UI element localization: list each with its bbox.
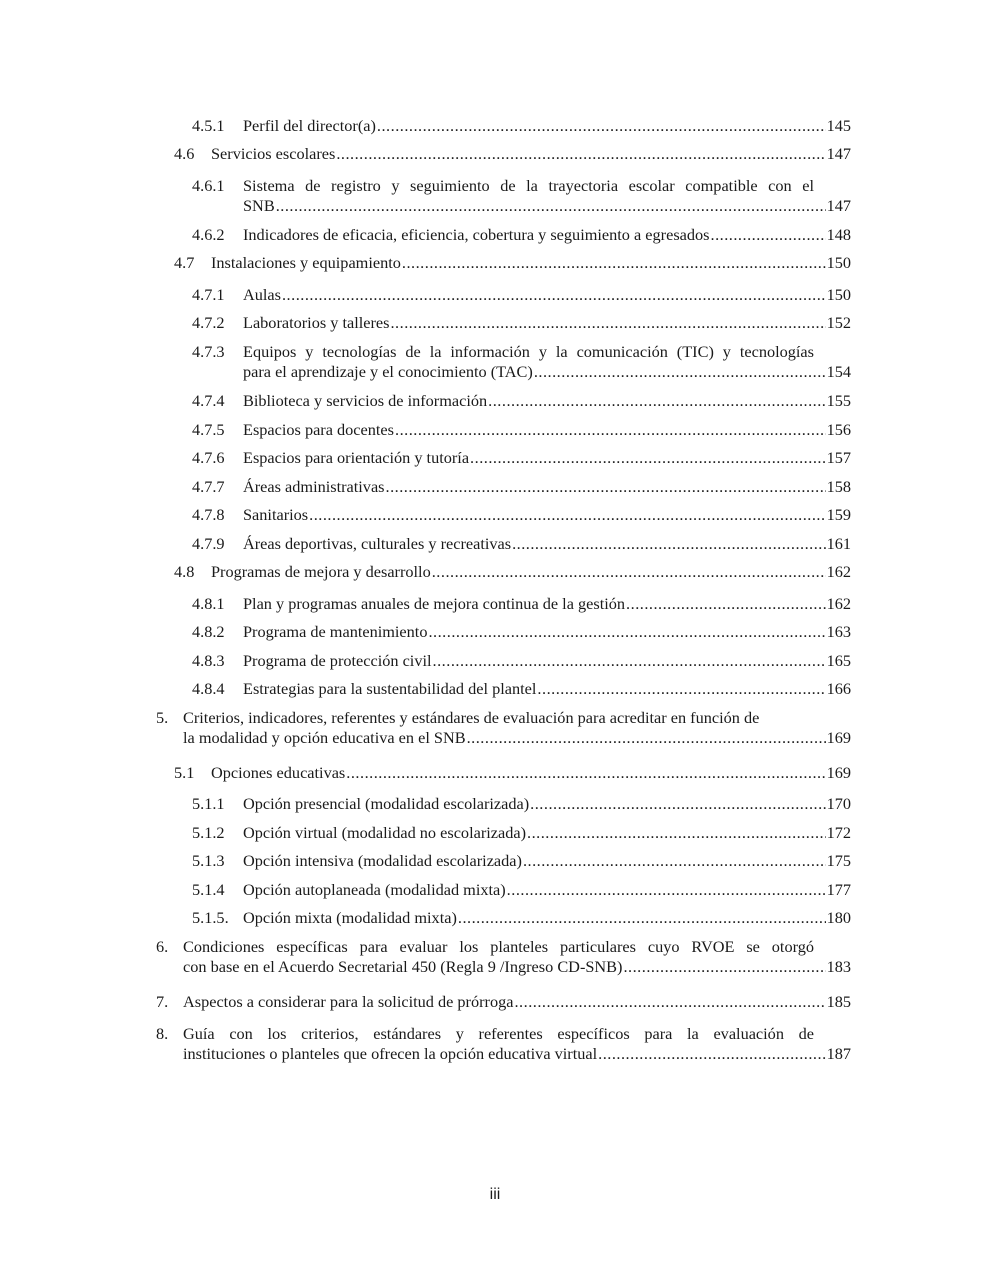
toc-entry-number: 4.8 <box>174 562 195 581</box>
toc-entry-last-line <box>243 116 851 136</box>
dot-leader <box>395 420 826 440</box>
toc-entry-title[interactable]: Estrategias para la sustentabilidad del plantel <box>243 679 537 698</box>
toc-entry-page[interactable]: 161 <box>826 534 851 553</box>
toc-entry-body <box>243 116 851 136</box>
toc-entry-title[interactable]: Servicios escolares <box>211 144 336 163</box>
dot-leader <box>432 562 826 582</box>
toc-entry-body <box>243 594 851 614</box>
toc-entry-body <box>243 794 851 814</box>
toc-entry-number: 4.8.3 <box>192 651 225 670</box>
toc-entry-title-line: Criterios, indicadores, referentes y estándares de evaluación para acreditar en función de <box>183 708 760 727</box>
toc-entry-title-line: Equipos y tecnologías de la información y la comunicación (TIC) y tecnologías <box>243 342 814 361</box>
toc-entry-number: 4.8.1 <box>192 594 225 613</box>
toc-entry-page[interactable]: 155 <box>826 391 851 410</box>
toc-entry-last-line <box>211 562 851 582</box>
dot-leader <box>276 196 826 216</box>
toc-entry-body <box>243 823 851 843</box>
toc-entry-body <box>243 908 851 928</box>
toc-entry-body <box>211 253 851 273</box>
toc-entry-page[interactable]: 169 <box>826 763 851 782</box>
toc-entry-number: 5.1.5. <box>192 908 229 927</box>
toc-entry-number: 5.1.2 <box>192 823 225 842</box>
toc-entry-page[interactable]: 187 <box>826 1044 851 1063</box>
toc-entry-number: 4.7.5 <box>192 420 225 439</box>
toc-entry-number: 4.7.8 <box>192 505 225 524</box>
toc-entry-page[interactable]: 162 <box>826 594 851 613</box>
toc-entry-number: 4.6.1 <box>192 176 225 195</box>
toc-entry-last-line <box>243 225 851 245</box>
toc-entry-body <box>211 562 851 582</box>
toc-entry-title[interactable]: Opción virtual (modalidad no escolarizada) <box>243 823 527 842</box>
dot-leader <box>514 992 825 1012</box>
toc-entry-page[interactable]: 157 <box>826 448 851 467</box>
toc-entry-page[interactable]: 147 <box>826 144 851 163</box>
toc-entry-body <box>243 651 851 671</box>
toc-entry-number: 5.1 <box>174 763 195 782</box>
dot-leader <box>488 391 825 411</box>
toc-entry-title[interactable]: la modalidad y opción educativa en el SNB <box>183 728 466 747</box>
toc-entry-title[interactable]: Programa de mantenimiento <box>243 622 428 641</box>
dot-leader <box>309 505 825 525</box>
toc-entry-last-line <box>243 851 851 871</box>
toc-entry-last-line <box>243 534 851 554</box>
toc-entry-last-line <box>243 313 851 333</box>
dot-leader <box>507 880 826 900</box>
toc-entry-number: 5. <box>156 708 169 727</box>
dot-leader <box>386 477 826 497</box>
toc-entry-number: 4.5.1 <box>192 116 225 135</box>
dot-leader <box>523 851 826 871</box>
toc-entry-page[interactable]: 147 <box>826 196 851 215</box>
toc-entry-last-line <box>243 908 851 928</box>
toc-entry-page[interactable]: 165 <box>826 651 851 670</box>
toc-entry-body <box>183 992 851 1012</box>
toc-entry-last-line <box>243 391 851 411</box>
dot-leader <box>530 794 825 814</box>
toc-entry-number: 5.1.3 <box>192 851 225 870</box>
toc-entry-last-line <box>243 594 851 614</box>
toc-entry-page[interactable]: 154 <box>826 362 851 381</box>
toc-entry-last-line <box>243 196 851 216</box>
toc-entry-body <box>243 225 851 245</box>
toc-entry-page[interactable]: 170 <box>826 794 851 813</box>
toc-entry-title[interactable]: Áreas administrativas <box>243 477 385 496</box>
toc-entry-page[interactable]: 183 <box>826 957 851 976</box>
toc-entry-title[interactable]: Indicadores de eficacia, eficiencia, cobertura y seguimiento a egresados <box>243 225 710 244</box>
toc-entry-last-line <box>183 728 851 748</box>
toc-entry-number: 8. <box>156 1024 169 1043</box>
toc-entry-title[interactable]: Laboratorios y talleres <box>243 313 390 332</box>
toc-entry-page[interactable]: 158 <box>826 477 851 496</box>
dot-leader <box>433 651 826 671</box>
toc-entry-body <box>243 505 851 525</box>
dot-leader <box>282 285 826 305</box>
toc-entry-title[interactable]: Espacios para docentes <box>243 420 394 439</box>
toc-entry-page[interactable]: 152 <box>826 313 851 332</box>
toc-entry-title-line: Guía con los criterios, estándares y referentes específicos para la evaluación de <box>183 1024 814 1043</box>
toc-entry-page[interactable]: 180 <box>826 908 851 927</box>
toc-entry-last-line <box>243 622 851 642</box>
toc-entry-page[interactable]: 145 <box>826 116 851 135</box>
dot-leader <box>527 823 826 843</box>
toc-entry-body <box>243 342 851 382</box>
toc-entry-body <box>243 851 851 871</box>
toc-entry-last-line <box>243 651 851 671</box>
toc-entry-number: 4.7.3 <box>192 342 225 361</box>
toc-entry-page[interactable]: 177 <box>826 880 851 899</box>
toc-entry-body <box>243 313 851 333</box>
dot-leader <box>512 534 826 554</box>
toc-entry-number: 4.7.2 <box>192 313 225 332</box>
toc-entry-title[interactable]: Opción presencial (modalidad escolarizada) <box>243 794 530 813</box>
toc-entry-body <box>243 534 851 554</box>
toc-entry-body <box>243 176 851 216</box>
toc-entry-last-line <box>243 420 851 440</box>
dot-leader <box>377 116 826 136</box>
toc-entry-number: 4.7.9 <box>192 534 225 553</box>
toc-entry-body <box>183 708 851 748</box>
toc-entry-body <box>243 420 851 440</box>
toc-entry-page[interactable]: 172 <box>826 823 851 842</box>
toc-entry-title[interactable]: SNB <box>243 196 275 215</box>
toc-entry-number: 4.6.2 <box>192 225 225 244</box>
toc-entry-number: 4.7.1 <box>192 285 225 304</box>
toc-entry-page[interactable]: 150 <box>826 253 851 272</box>
toc-entry-title[interactable]: Aulas <box>243 285 281 304</box>
toc-entry-number: 4.7.4 <box>192 391 225 410</box>
toc-entry-page[interactable]: 185 <box>826 992 851 1011</box>
toc-entry-number: 7. <box>156 992 169 1011</box>
toc-entry-title[interactable]: instituciones o planteles que ofrecen la opción educativa virtual <box>183 1044 598 1063</box>
toc-entry-body <box>183 1024 851 1064</box>
toc-entry-last-line <box>243 448 851 468</box>
toc-entry-title[interactable]: Perfil del director(a) <box>243 116 376 135</box>
toc-entry-last-line <box>211 763 851 783</box>
toc-entry-page[interactable]: 150 <box>826 285 851 304</box>
toc-entry-body <box>243 880 851 900</box>
toc-entry-page[interactable]: 162 <box>826 562 851 581</box>
toc-entry-title[interactable]: Biblioteca y servicios de información <box>243 391 488 410</box>
toc-entry-page[interactable]: 169 <box>826 728 851 747</box>
toc-entry-body <box>243 448 851 468</box>
toc-entry-number: 4.8.4 <box>192 679 225 698</box>
toc-entry-title[interactable]: Opción autoplaneada (modalidad mixta) <box>243 880 506 899</box>
toc-entry-body <box>243 285 851 305</box>
toc-entry-last-line <box>243 679 851 699</box>
toc-entry-title[interactable]: Opciones educativas <box>211 763 346 782</box>
toc-entry-title-line: Sistema de registro y seguimiento de la trayectoria escolar compatible con el <box>243 176 814 195</box>
toc-entry-page[interactable]: 163 <box>826 622 851 641</box>
dot-leader <box>537 679 825 699</box>
dot-leader <box>534 362 826 382</box>
toc-entry-title[interactable]: Áreas deportivas, culturales y recreativas <box>243 534 512 553</box>
toc-entry-number: 4.8.2 <box>192 622 225 641</box>
toc-entry-body <box>183 937 851 977</box>
toc-entry-number: 5.1.1 <box>192 794 225 813</box>
toc-entry-title[interactable]: para el aprendizaje y el conocimiento (TAC) <box>243 362 533 381</box>
toc-entry-title[interactable]: Opción mixta (modalidad mixta) <box>243 908 457 927</box>
toc-entry-title[interactable]: Espacios para orientación y tutoría <box>243 448 470 467</box>
toc-entry-last-line <box>183 992 851 1012</box>
dot-leader <box>626 594 826 614</box>
dot-leader <box>390 313 825 333</box>
toc-entry-page[interactable]: 148 <box>826 225 851 244</box>
toc-entry-last-line <box>211 253 851 273</box>
dot-leader <box>458 908 826 928</box>
toc-entry-last-line <box>243 823 851 843</box>
toc-entry-last-line <box>243 285 851 305</box>
dot-leader <box>402 253 826 273</box>
toc-entry-body <box>243 622 851 642</box>
page-number: iii <box>489 1186 501 1203</box>
toc-entry-number: 6. <box>156 937 169 956</box>
toc-entry-page[interactable]: 159 <box>826 505 851 524</box>
toc-entry-title[interactable]: Programa de protección civil <box>243 651 432 670</box>
toc-entry-last-line <box>183 1044 851 1064</box>
toc-entry-page[interactable]: 156 <box>826 420 851 439</box>
toc-entry-number: 4.7 <box>174 253 195 272</box>
toc-entry-last-line <box>243 505 851 525</box>
toc-entry-number: 4.6 <box>174 144 195 163</box>
toc-entry-title[interactable]: Instalaciones y equipamiento <box>211 253 401 272</box>
dot-leader <box>598 1044 825 1064</box>
toc-entry-last-line <box>211 144 851 164</box>
dot-leader <box>711 225 826 245</box>
dot-leader <box>346 763 825 783</box>
toc-entry-body <box>211 144 851 164</box>
toc-entry-body <box>243 477 851 497</box>
toc-entry-page[interactable]: 166 <box>826 679 851 698</box>
dot-leader <box>428 622 825 642</box>
toc-entry-number: 4.7.6 <box>192 448 225 467</box>
toc-entry-last-line <box>243 794 851 814</box>
toc-entry-last-line <box>243 880 851 900</box>
toc-entry-title[interactable]: Opción intensiva (modalidad escolarizada) <box>243 851 522 870</box>
toc-entry-last-line <box>183 957 851 977</box>
toc-entry-title-line: Condiciones específicas para evaluar los planteles particulares cuyo RVOE se otorgó <box>183 937 814 956</box>
toc-entry-title[interactable]: Programas de mejora y desarrollo <box>211 562 431 581</box>
dot-leader <box>336 144 825 164</box>
toc-entry-body <box>243 679 851 699</box>
toc-entry-title[interactable]: Sanitarios <box>243 505 309 524</box>
dot-leader <box>470 448 826 468</box>
dot-leader <box>467 728 826 748</box>
toc-entry-page[interactable]: 175 <box>826 851 851 870</box>
toc-entry-title[interactable]: Plan y programas anuales de mejora continua de la gestión <box>243 594 626 613</box>
toc-entry-body <box>243 391 851 411</box>
toc-entry-last-line <box>243 362 851 382</box>
toc-entry-title[interactable]: con base en el Acuerdo Secretarial 450 (Regla 9 /Ingreso CD-SNB) <box>183 957 623 976</box>
toc-entry-title[interactable]: Aspectos a considerar para la solicitud de prórroga <box>183 992 514 1011</box>
dot-leader <box>623 957 825 977</box>
toc-entry-body <box>211 763 851 783</box>
toc-entry-number: 5.1.4 <box>192 880 225 899</box>
toc-entry-number: 4.7.7 <box>192 477 225 496</box>
toc-entry-last-line <box>243 477 851 497</box>
